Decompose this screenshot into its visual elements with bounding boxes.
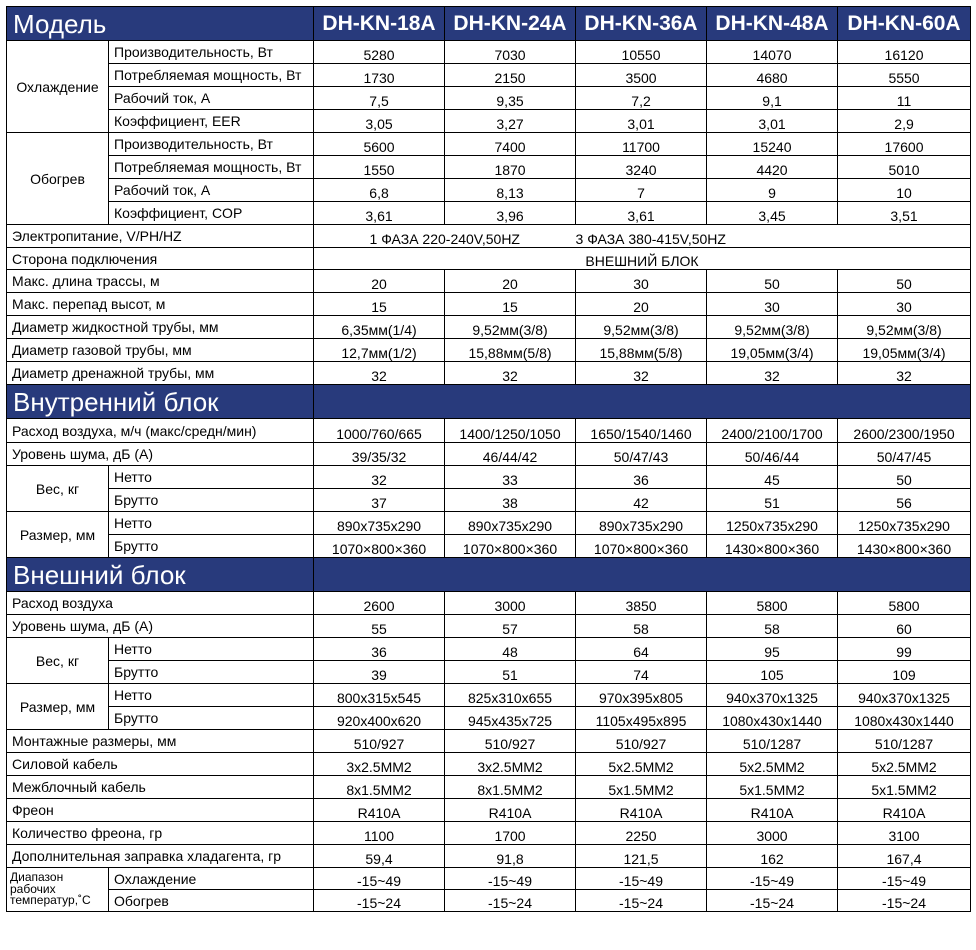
value-cell: 1400/1250/1050: [445, 419, 576, 443]
temperature-range-label-line: Диапазон: [10, 870, 64, 885]
value-cell: 5x2.5MM2: [576, 753, 707, 776]
row-label: Расход воздуха: [7, 592, 314, 615]
value-cell: 58: [707, 615, 838, 638]
value-cell: 14070: [707, 41, 838, 64]
value-cell: 5x1.5MM2: [707, 776, 838, 799]
row-label: Расход воздуха, м/ч (макс/средн/мин): [7, 419, 314, 443]
value-cell: 37: [314, 489, 445, 512]
value-cell: 10550: [576, 41, 707, 64]
value-cell: 16120: [838, 41, 971, 64]
value-cell: 1070×800×360: [445, 535, 576, 558]
value-cell: 51: [707, 489, 838, 512]
value-cell: 109: [838, 661, 971, 684]
value-cell: 3,61: [576, 202, 707, 225]
value-cell: 50: [838, 270, 971, 293]
value-cell: 30: [707, 293, 838, 316]
table-row: [7, 362, 971, 385]
table-row: [7, 776, 971, 799]
table-row: [7, 270, 971, 293]
table-row: [7, 225, 971, 248]
value-cell: 36: [576, 466, 707, 489]
value-cell: 56: [838, 489, 971, 512]
value-cell: 32: [445, 362, 576, 385]
value-cell: 3,01: [707, 110, 838, 133]
value-cell: 19,05мм(3/4): [838, 339, 971, 362]
value-cell: 20: [576, 293, 707, 316]
row-label: Диаметр газовой трубы, мм: [7, 339, 314, 362]
table-row: [7, 799, 971, 822]
table-row: [7, 110, 971, 133]
value-cell: 1250x735x290: [838, 512, 971, 535]
value-cell: 7,5: [314, 87, 445, 110]
value-cell: 162: [707, 845, 838, 868]
value-cell: 74: [576, 661, 707, 684]
row-label: Фреон: [7, 799, 314, 822]
value-cell: 5800: [707, 592, 838, 615]
row-label: Сторона подключения: [7, 248, 314, 270]
value-cell: 1870: [445, 156, 576, 179]
value-cell: -15~49: [576, 868, 707, 890]
row-sublabel: Рабочий ток, А: [109, 87, 314, 110]
row-label: Электропитание, V/PH/HZ: [7, 225, 314, 248]
value-cell: 3100: [838, 822, 971, 845]
value-cell: 970x395x805: [576, 684, 707, 707]
row-sublabel: Коэффициент, EER: [109, 110, 314, 133]
power-three-phase: 3 ФАЗА 380-415V,50HZ: [576, 225, 971, 248]
value-cell: 1080x430x1440: [707, 707, 838, 730]
value-cell: 20: [445, 270, 576, 293]
table-row: [7, 753, 971, 776]
outdoor-section-title: Внешний блок: [7, 558, 314, 592]
value-cell: 15240: [707, 133, 838, 156]
row-sublabel: Охлаждение: [109, 868, 314, 890]
temperature-range-label-line: рабочих: [10, 881, 56, 896]
connection-value: ВНЕШНИЙ БЛОК: [314, 248, 971, 270]
table-row: [7, 822, 971, 845]
value-cell: 7: [576, 179, 707, 202]
table-row: [7, 339, 971, 362]
value-cell: 15: [445, 293, 576, 316]
value-cell: 510/927: [314, 730, 445, 753]
value-cell: 5x2.5MM2: [707, 753, 838, 776]
value-cell: 3000: [707, 822, 838, 845]
value-cell: 3x2.5MM2: [314, 753, 445, 776]
value-cell: 9,52мм(3/8): [838, 316, 971, 339]
value-cell: 46/44/42: [445, 443, 576, 466]
value-cell: 1105x495x895: [576, 707, 707, 730]
heating-group-label: Обогрев: [7, 133, 109, 225]
value-cell: 11: [838, 87, 971, 110]
row-label: Силовой кабель: [7, 753, 314, 776]
value-cell: 48: [445, 638, 576, 661]
row-sublabel: Нетто: [109, 684, 314, 707]
table-row: [7, 707, 971, 730]
value-cell: 1430×800×360: [707, 535, 838, 558]
value-cell: 2600: [314, 592, 445, 615]
value-cell: 39: [314, 661, 445, 684]
table-row: [7, 868, 971, 890]
value-cell: -15~24: [576, 890, 707, 912]
value-cell: 1080x430x1440: [838, 707, 971, 730]
value-cell: 6,8: [314, 179, 445, 202]
spec-table: [6, 6, 971, 912]
value-cell: R410A: [838, 799, 971, 822]
value-cell: 3,05: [314, 110, 445, 133]
model-name: DH-KN-24A: [445, 7, 576, 41]
row-sublabel: Нетто: [109, 638, 314, 661]
row-label: Уровень шума, дБ (А): [7, 443, 314, 466]
table-row: [7, 730, 971, 753]
value-cell: 121,5: [576, 845, 707, 868]
value-cell: 32: [707, 362, 838, 385]
value-cell: 1250x735x290: [707, 512, 838, 535]
value-cell: 3,96: [445, 202, 576, 225]
value-cell: 1700: [445, 822, 576, 845]
value-cell: 3000: [445, 592, 576, 615]
value-cell: 1650/1540/1460: [576, 419, 707, 443]
value-cell: 15: [314, 293, 445, 316]
row-sublabel: Обогрев: [109, 890, 314, 912]
value-cell: 2400/2100/1700: [707, 419, 838, 443]
section-header: [7, 385, 971, 419]
row-sublabel: Производительность, Вт: [109, 133, 314, 156]
value-cell: 50: [838, 466, 971, 489]
value-cell: 5010: [838, 156, 971, 179]
table-row: [7, 156, 971, 179]
row-sublabel: Брутто: [109, 535, 314, 558]
header-row: [7, 7, 971, 41]
value-cell: 38: [445, 489, 576, 512]
value-cell: 5280: [314, 41, 445, 64]
value-cell: 30: [838, 293, 971, 316]
value-cell: 7400: [445, 133, 576, 156]
row-label: Макс. перепад высот, м: [7, 293, 314, 316]
value-cell: 10: [838, 179, 971, 202]
value-cell: 17600: [838, 133, 971, 156]
model-name: DH-KN-60A: [838, 7, 971, 41]
value-cell: 32: [576, 362, 707, 385]
value-cell: 5600: [314, 133, 445, 156]
value-cell: 1070×800×360: [314, 535, 445, 558]
value-cell: 9,52мм(3/8): [707, 316, 838, 339]
row-label: Диаметр дренажной трубы, мм: [7, 362, 314, 385]
temperature-range-label-line: температур,˚С: [10, 893, 91, 908]
table-row: [7, 248, 971, 270]
value-cell: 95: [707, 638, 838, 661]
table-row: [7, 466, 971, 489]
row-sublabel: Рабочий ток, А: [109, 179, 314, 202]
value-cell: 32: [314, 362, 445, 385]
table-row: [7, 41, 971, 64]
value-cell: -15~24: [445, 890, 576, 912]
value-cell: 1550: [314, 156, 445, 179]
value-cell: 15,88мм(5/8): [445, 339, 576, 362]
value-cell: 8x1.5MM2: [445, 776, 576, 799]
value-cell: 3,45: [707, 202, 838, 225]
row-label: Диаметр жидкостной трубы, мм: [7, 316, 314, 339]
value-cell: 20: [314, 270, 445, 293]
value-cell: 2150: [445, 64, 576, 87]
outdoor-weight-label: Вес, кг: [7, 638, 109, 684]
model-name: DH-KN-36A: [576, 7, 707, 41]
value-cell: 510/1287: [707, 730, 838, 753]
value-cell: 2250: [576, 822, 707, 845]
value-cell: 50: [707, 270, 838, 293]
value-cell: 8x1.5MM2: [314, 776, 445, 799]
value-cell: 4420: [707, 156, 838, 179]
value-cell: 33: [445, 466, 576, 489]
table-row: [7, 316, 971, 339]
value-cell: 920x400x620: [314, 707, 445, 730]
value-cell: 1430×800×360: [838, 535, 971, 558]
table-row: [7, 845, 971, 868]
row-label: Дополнительная заправка хладагента, гр: [7, 845, 314, 868]
value-cell: 9,1: [707, 87, 838, 110]
value-cell: 50/47/45: [838, 443, 971, 466]
value-cell: 45: [707, 466, 838, 489]
value-cell: 940x370x1325: [707, 684, 838, 707]
value-cell: 58: [576, 615, 707, 638]
row-sublabel: Производительность, Вт: [109, 41, 314, 64]
value-cell: 9,35: [445, 87, 576, 110]
value-cell: 890x735x290: [314, 512, 445, 535]
value-cell: 3,27: [445, 110, 576, 133]
value-cell: 3x2.5MM2: [445, 753, 576, 776]
value-cell: -15~24: [314, 890, 445, 912]
value-cell: 55: [314, 615, 445, 638]
value-cell: 30: [576, 270, 707, 293]
table-row: [7, 638, 971, 661]
value-cell: 6,35мм(1/4): [314, 316, 445, 339]
indoor-weight-label: Вес, кг: [7, 466, 109, 512]
indoor-size-label: Размер, мм: [7, 512, 109, 558]
table-row: [7, 293, 971, 316]
value-cell: 99: [838, 638, 971, 661]
power-single-phase: 1 ФАЗА 220-240V,50HZ: [314, 225, 576, 248]
value-cell: 9: [707, 179, 838, 202]
value-cell: 9,52мм(3/8): [576, 316, 707, 339]
table-row: [7, 202, 971, 225]
value-cell: 51: [445, 661, 576, 684]
value-cell: 7,2: [576, 87, 707, 110]
value-cell: 2,9: [838, 110, 971, 133]
row-label: Уровень шума, дБ (А): [7, 615, 314, 638]
value-cell: 36: [314, 638, 445, 661]
row-sublabel: Коэффициент, COP: [109, 202, 314, 225]
row-sublabel: Брутто: [109, 661, 314, 684]
value-cell: 1000/760/665: [314, 419, 445, 443]
value-cell: 64: [576, 638, 707, 661]
value-cell: 5x1.5MM2: [838, 776, 971, 799]
value-cell: 890x735x290: [445, 512, 576, 535]
row-label: Межблочный кабель: [7, 776, 314, 799]
value-cell: -15~49: [707, 868, 838, 890]
value-cell: 2600/2300/1950: [838, 419, 971, 443]
value-cell: 59,4: [314, 845, 445, 868]
value-cell: 39/35/32: [314, 443, 445, 466]
value-cell: 11700: [576, 133, 707, 156]
value-cell: 32: [838, 362, 971, 385]
table-row: [7, 179, 971, 202]
section-header-fill: [314, 385, 971, 419]
value-cell: -15~49: [314, 868, 445, 890]
value-cell: 3,51: [838, 202, 971, 225]
table-row: [7, 87, 971, 110]
value-cell: 12,7мм(1/2): [314, 339, 445, 362]
row-label: Количество фреона, гр: [7, 822, 314, 845]
outdoor-size-label: Размер, мм: [7, 684, 109, 730]
value-cell: -15~49: [445, 868, 576, 890]
table-row: [7, 443, 971, 466]
value-cell: 945x435x725: [445, 707, 576, 730]
value-cell: R410A: [576, 799, 707, 822]
cooling-group-label: Охлаждение: [7, 41, 109, 133]
model-name: DH-KN-18A: [314, 7, 445, 41]
value-cell: -15~49: [838, 868, 971, 890]
value-cell: 3240: [576, 156, 707, 179]
table-row: [7, 535, 971, 558]
value-cell: -15~24: [838, 890, 971, 912]
value-cell: 3,61: [314, 202, 445, 225]
value-cell: 940x370x1325: [838, 684, 971, 707]
indoor-section-title: Внутренний блок: [7, 385, 314, 419]
value-cell: 4680: [707, 64, 838, 87]
value-cell: -15~24: [707, 890, 838, 912]
row-label: Монтажные размеры, мм: [7, 730, 314, 753]
table-row: [7, 592, 971, 615]
row-sublabel: Брутто: [109, 707, 314, 730]
table-row: [7, 661, 971, 684]
value-cell: 9,52мм(3/8): [445, 316, 576, 339]
row-sublabel: Нетто: [109, 512, 314, 535]
table-row: [7, 64, 971, 87]
value-cell: 91,8: [445, 845, 576, 868]
value-cell: 8,13: [445, 179, 576, 202]
table-row: [7, 890, 971, 912]
value-cell: 60: [838, 615, 971, 638]
value-cell: 50/46/44: [707, 443, 838, 466]
model-name: DH-KN-48A: [707, 7, 838, 41]
value-cell: 1070×800×360: [576, 535, 707, 558]
value-cell: 1100: [314, 822, 445, 845]
value-cell: 1730: [314, 64, 445, 87]
row-sublabel: Брутто: [109, 489, 314, 512]
row-sublabel: Потребляемая мощность, Вт: [109, 156, 314, 179]
value-cell: 510/1287: [838, 730, 971, 753]
value-cell: 5x2.5MM2: [838, 753, 971, 776]
value-cell: 890x735x290: [576, 512, 707, 535]
value-cell: 57: [445, 615, 576, 638]
value-cell: 3500: [576, 64, 707, 87]
value-cell: 5x1.5MM2: [576, 776, 707, 799]
row-label: Макс. длина трассы, м: [7, 270, 314, 293]
value-cell: 510/927: [445, 730, 576, 753]
value-cell: 105: [707, 661, 838, 684]
value-cell: 3,01: [576, 110, 707, 133]
value-cell: R410A: [314, 799, 445, 822]
model-title: Модель: [7, 7, 314, 41]
value-cell: 825x310x655: [445, 684, 576, 707]
value-cell: 32: [314, 466, 445, 489]
row-sublabel: Потребляемая мощность, Вт: [109, 64, 314, 87]
table-row: [7, 684, 971, 707]
section-header-fill: [314, 558, 971, 592]
row-sublabel: Нетто: [109, 466, 314, 489]
table-row: [7, 512, 971, 535]
value-cell: 510/927: [576, 730, 707, 753]
value-cell: 19,05мм(3/4): [707, 339, 838, 362]
value-cell: R410A: [445, 799, 576, 822]
value-cell: 50/47/43: [576, 443, 707, 466]
value-cell: 5800: [838, 592, 971, 615]
table-row: [7, 419, 971, 443]
value-cell: 3850: [576, 592, 707, 615]
value-cell: 167,4: [838, 845, 971, 868]
table-row: [7, 615, 971, 638]
value-cell: 800x315x545: [314, 684, 445, 707]
table-row: [7, 133, 971, 156]
table-row: [7, 489, 971, 512]
value-cell: 15,88мм(5/8): [576, 339, 707, 362]
value-cell: 7030: [445, 41, 576, 64]
value-cell: 42: [576, 489, 707, 512]
section-header: [7, 558, 971, 592]
value-cell: R410A: [707, 799, 838, 822]
temperature-range-label: [7, 868, 109, 912]
value-cell: 5550: [838, 64, 971, 87]
